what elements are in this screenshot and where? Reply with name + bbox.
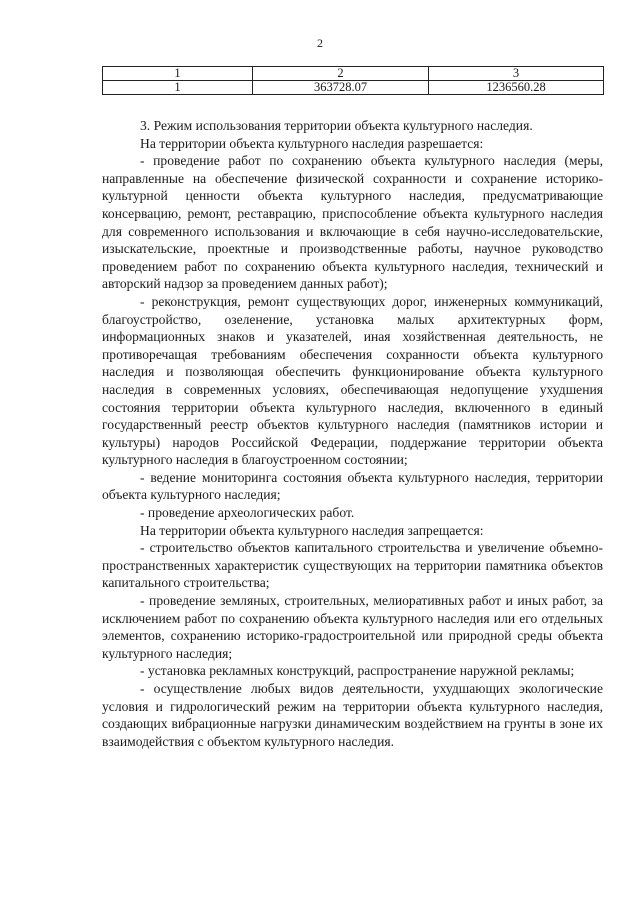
permitted-intro: На территории объекта культурного наследия разрешается: — [140, 135, 484, 151]
table-header-cell: 3 — [429, 67, 604, 81]
table-row — [103, 81, 604, 95]
prohibited-item: - установка рекламных конструкций, распространение наружной рекламы; — [140, 663, 575, 679]
table-cell-y: 1236560.28 — [429, 81, 604, 95]
prohibited-intro: На территории объекта культурного наследия запрещается: — [140, 522, 484, 538]
document-body — [102, 117, 603, 750]
table-cell-point: 1 — [103, 81, 253, 95]
coordinates-table — [102, 66, 604, 95]
table-header-cell: 2 — [253, 67, 429, 81]
permitted-item: - проведение археологических работ. — [140, 505, 355, 521]
prohibited-item: - строительство объектов капитального строительства и увеличение объемно-пространственных характеристик существующих на территории памятника объектов капитального строительства; — [102, 540, 603, 591]
permitted-item: - проведение работ по сохранению объекта культурного наследия (меры, направленные на обеспечение физической сохранности и сохранение историко-культурной ценности объекта культурного наследия, предусматривающие консервацию, ремонт, реставрацию, приспособление объекта культурного наследия для современного использования и включающие в себя научно-исследовательские, изыскательские, проектные и производственные работы, научное руководство проведением работ по сохранению объекта культурного наследия, технический и авторский надзор за проведением данных работ); — [102, 153, 603, 292]
permitted-item: - реконструкция, ремонт существующих дорог, инженерных коммуникаций, благоустройство, озеленение, установка малых архитектурных форм, информационных знаков и указателей, иная хозяйственная деятельность, не противоречащая требованиям обеспечения сохранности объекта культурного наследия и позволяющая обеспечить функционирование объекта культурного наследия в современных условиях, обеспечивающая недопущение ухудшения состояния территории объекта культурного наследия, включенного в единый государственный реестр объектов культурного наследия (памятников истории и культуры) народов Российской Федерации, поддержание территории объекта культурного наследия в благоустроенном состоянии; — [102, 293, 603, 468]
prohibited-item: - проведение земляных, строительных, мелиоративных работ и иных работ, за исключением работ по сохранению объекта культурного наследия или его отдельных элементов, сохранению историко-градостроительной или природной среды объекта культурного наследия; — [102, 593, 603, 661]
table-cell-x: 363728.07 — [253, 81, 429, 95]
table-header-cell: 1 — [103, 67, 253, 81]
permitted-item: - ведение мониторинга состояния объекта культурного наследия, территории объекта культурного наследия; — [102, 469, 603, 503]
page-number: 2 — [317, 36, 323, 50]
prohibited-item: - осуществление любых видов деятельности, ухудшающих экологические условия и гидрологический режим на территории объекта культурного наследия, создающих вибрационные нагрузки динамическим воздействием на грунты в зоне их взаимодействия с объектом культурного наследия. — [102, 681, 603, 749]
section-heading: 3. Режим использования территории объекта культурного наследия. — [140, 118, 533, 133]
table-header-row — [103, 67, 604, 81]
